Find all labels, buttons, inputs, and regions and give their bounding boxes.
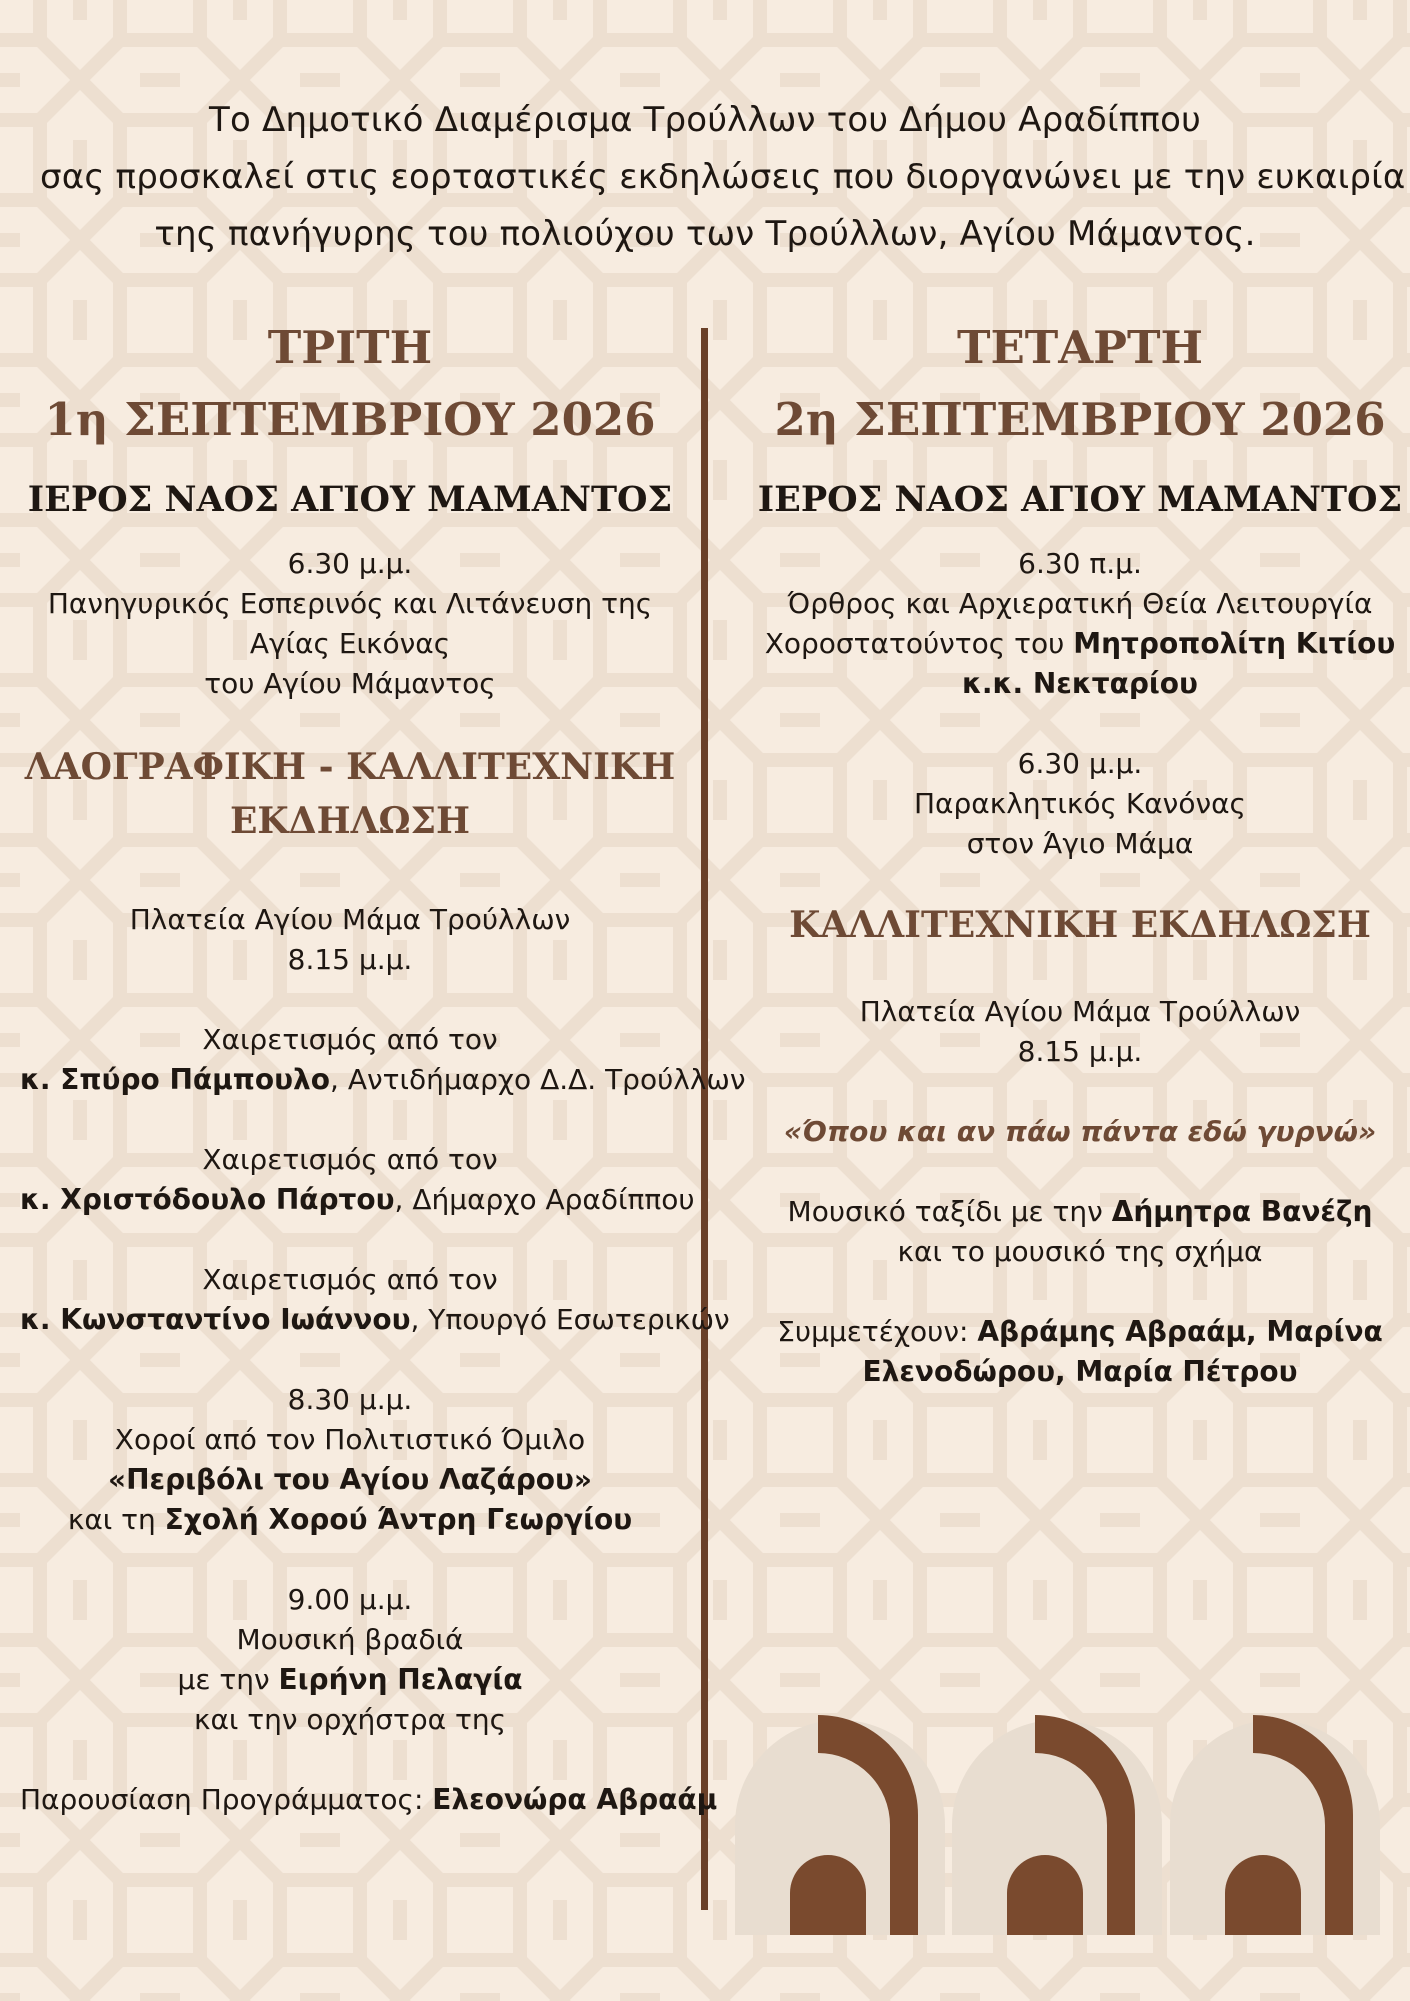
dances-school-prefix: και τη (67, 1503, 165, 1536)
greeting-2 (20, 1140, 695, 1220)
place-time: 8.15 μ.μ. (1017, 1035, 1143, 1068)
day-2-place (750, 992, 1410, 1072)
greeting-name: κ. Κωνσταντίνο Ιωάννου (20, 1303, 411, 1336)
presenter (20, 1780, 718, 1820)
music-trip (750, 1192, 1410, 1272)
column-divider (701, 328, 708, 1910)
dances-line-1: Χοροί από τον Πολιτιστικό Όμιλο (114, 1423, 586, 1456)
greeting-intro: Χαιρετισμός από τον (202, 1263, 498, 1296)
intro-line-3: της πανήγυρης του πολιούχου των Τρούλλων, Αγίου Μάμαντος. (154, 214, 1256, 254)
participants (750, 1312, 1410, 1392)
participants-label: Συμμετέχουν: (777, 1315, 978, 1348)
place-name: Πλατεία Αγίου Μάμα Τρούλλων (129, 903, 571, 936)
liturgy-time: 6.30 π.μ. (1018, 547, 1142, 580)
vespers-line-1: Πανηγυρικός Εσπερινός και Λιτάνευση της (47, 587, 653, 620)
section-title-line: ΚΑΛΛΙΤΕΧΝΙΚΗ ΕΚΔΗΛΩΣΗ (789, 904, 1371, 946)
vespers-time: 6.30 μ.μ. (287, 547, 413, 580)
section-title-line-2: ΕΚΔΗΛΩΣΗ (229, 800, 471, 842)
liturgy-line-2-prefix: Χοροστατούντος του (764, 627, 1074, 660)
section-title-line-1: ΛΑΟΓΡΑΦΙΚΗ - ΚΑΛΛΙΤΕΧΝΙΚΗ (24, 746, 676, 788)
trip-artist: Δήμητρα Βανέζη (1111, 1195, 1373, 1228)
dances-group: «Περιβόλι του Αγίου Λαζάρου» (108, 1463, 592, 1496)
greeting-name: κ. Χριστόδουλο Πάρτου (20, 1183, 395, 1216)
paraklesis-line-1: Παρακλητικός Κανόνας (914, 787, 1246, 820)
day-1-vespers (20, 544, 680, 704)
day-2-venue: ΙΕΡΟΣ ΝΑΟΣ ΑΓΙΟΥ ΜΑΜΑΝΤΟΣ (757, 479, 1403, 520)
day-1-section-title (20, 740, 680, 848)
greeting-intro: Χαιρετισμός από τον (202, 1023, 498, 1056)
decorative-arches (730, 1715, 1400, 1935)
liturgy-metropolitan: Μητροπολίτη Κιτίου (1073, 627, 1396, 660)
trip-line-2: και το μουσικό της σχήμα (897, 1235, 1263, 1268)
day-1-venue: ΙΕΡΟΣ ΝΑΟΣ ΑΓΙΟΥ ΜΑΜΑΝΤΟΣ (27, 479, 673, 520)
dances-school: Σχολή Χορού Άντρη Γεωργίου (164, 1503, 633, 1536)
liturgy-line-3: κ.κ. Νεκταρίου (962, 667, 1198, 700)
day-1-dances (20, 1380, 680, 1540)
greeting-name: κ. Σπύρο Πάμπουλο (20, 1063, 331, 1096)
day-1-column (20, 312, 746, 1820)
intro-text (40, 92, 1406, 263)
vespers-line-2: Αγίας Εικόνας (249, 627, 451, 660)
music-line-3: και την ορχήστρα της (193, 1703, 507, 1736)
intro-line-2: σας προσκαλεί στις εορταστικές εκδηλώσεις που διοργανώνει με την ευκαιρία (40, 157, 1406, 197)
presenter-label: Παρουσίαση Προγράμματος: (20, 1783, 433, 1816)
intro-line-1: Το Δημοτικό Διαμέρισμα Τρούλλων του Δήμου Αραδίππου (209, 100, 1201, 140)
greeting-3 (20, 1260, 730, 1340)
paraklesis-line-2: στον Άγιο Μάμα (966, 827, 1194, 860)
day-2-date: 2η ΣΕΠΤΕΜΒΡΙΟΥ 2026 (774, 393, 1386, 446)
day-2-paraklesis (750, 744, 1410, 864)
arch-2 (952, 1715, 1162, 1935)
music-line-1: Μουσική βραδιά (236, 1623, 464, 1656)
music-singer-prefix: με την (177, 1663, 279, 1696)
vespers-line-3: του Αγίου Μάμαντος (204, 667, 496, 700)
place-time: 8.15 μ.μ. (287, 943, 413, 976)
event-quote: «Όπου και αν πάω πάντα εδώ γυρνώ» (783, 1115, 1377, 1148)
trip-prefix: Μουσικό ταξίδι με την (787, 1195, 1112, 1228)
day-1-music (20, 1580, 680, 1740)
day-2-liturgy (750, 544, 1410, 704)
participants-line-2: Ελενοδώρου, Μαρία Πέτρου (862, 1355, 1298, 1388)
place-name: Πλατεία Αγίου Μάμα Τρούλλων (859, 995, 1301, 1028)
day-2-column (750, 312, 1410, 1392)
liturgy-line-1: Όρθρος και Αρχιερατική Θεία Λειτουργία (787, 587, 1373, 620)
greeting-role: , Δήμαρχο Αραδίππου (394, 1183, 695, 1216)
greeting-intro: Χαιρετισμός από τον (202, 1143, 498, 1176)
arch-3 (1170, 1715, 1380, 1935)
arch-1 (735, 1715, 945, 1935)
participants-line-1: Αβράμης Αβραάμ, Μαρίνα (977, 1315, 1383, 1348)
music-singer: Ειρήνη Πελαγία (278, 1663, 523, 1696)
day-1-date: 1η ΣΕΠΤΕΜΒΡΙΟΥ 2026 (44, 393, 656, 446)
greeting-role: , Αντιδήμαρχο Δ.Δ. Τρούλλων (330, 1063, 746, 1096)
music-time: 9.00 μ.μ. (287, 1583, 413, 1616)
day-2-section-title (750, 898, 1410, 952)
day-2-weekday: ΤΕΤΑΡΤΗ (956, 321, 1204, 374)
greeting-1 (20, 1020, 746, 1100)
paraklesis-time: 6.30 μ.μ. (1017, 747, 1143, 780)
greeting-role: , Υπουργό Εσωτερικών (410, 1303, 730, 1336)
dances-time: 8.30 μ.μ. (287, 1383, 413, 1416)
presenter-name: Ελεονώρα Αβραάμ (432, 1783, 718, 1816)
day-1-place (20, 900, 680, 980)
day-1-weekday: ΤΡΙΤΗ (267, 321, 433, 374)
